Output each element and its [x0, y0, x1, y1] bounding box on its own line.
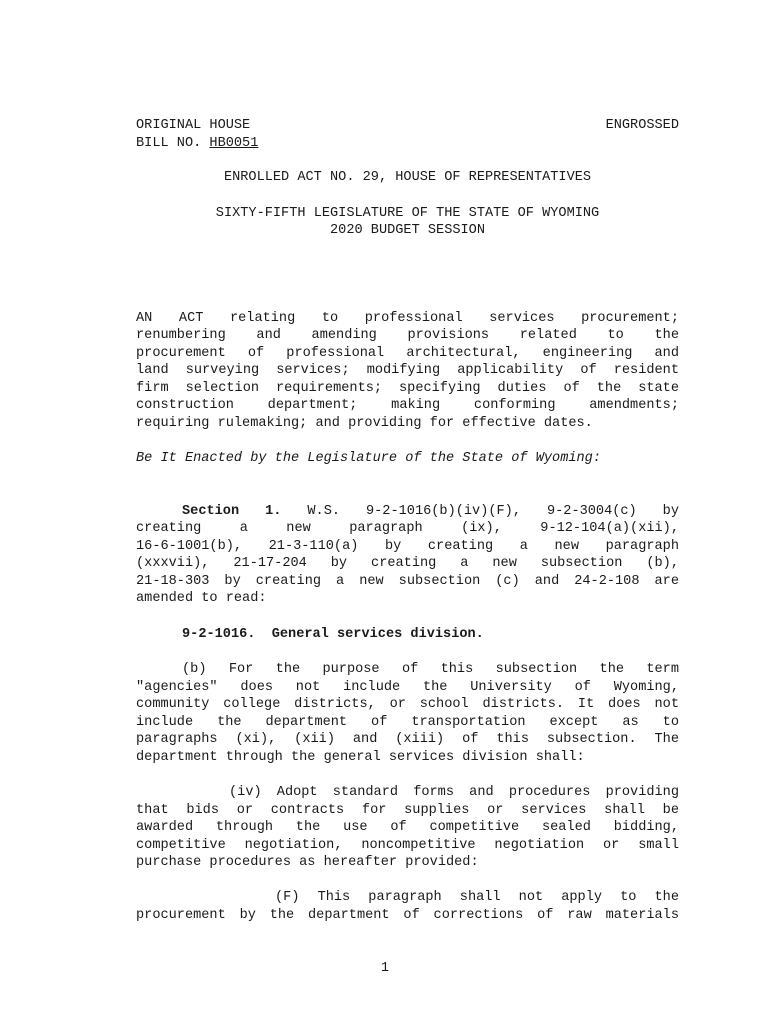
para-iv-line: competitive negotiation, noncompetitive negotiation or small — [136, 838, 679, 853]
act-title-line: construction department; making conforming amendments; — [136, 398, 679, 413]
para-f-line: procurement by the department of corrections of raw materials — [136, 908, 679, 923]
section1-line: 21-18-303 by creating a new subsection (c) and 24-2-108 are — [136, 574, 679, 589]
section1-label: Section 1. — [182, 504, 282, 519]
act-title-line: requiring rulemaking; and providing for effective dates. — [136, 416, 593, 431]
para-iv-line: that bids or contracts for supplies or services shall be — [136, 803, 679, 818]
page-number: 1 — [380, 961, 390, 976]
para-b-line: paragraphs (xi), (xii) and (xiii) of this subsection. The — [136, 732, 679, 747]
legislature-heading: SIXTY-FIFTH LEGISLATURE OF THE STATE OF WYOMING — [215, 206, 600, 221]
section1-line: (xxxvii), 21-17-204 by creating a new subsection (b), — [136, 556, 679, 571]
bill-prefix: BILL NO. — [136, 136, 210, 151]
section1-line: creating a new paragraph (ix), 9-12-104(a)(xii), — [136, 521, 679, 536]
bill-number-line — [136, 135, 679, 152]
section-heading-9-2-1016: 9-2-1016. General services division. — [182, 627, 484, 642]
para-f-line: (F) This paragraph shall not apply to the — [275, 890, 679, 905]
section1-line: amended to read: — [136, 591, 267, 606]
act-title-line: renumbering and amending provisions related to the — [136, 328, 679, 343]
para-b-line: (b) For the purpose of this subsection the term — [182, 662, 679, 677]
para-b-line: include the department of transportation except as to — [136, 715, 679, 730]
para-b-line: department through the general services division shall: — [136, 750, 585, 765]
para-iv-line: awarded through the use of competitive sealed bidding, — [136, 820, 679, 835]
section1-line: 16-6-1001(b), 21-3-110(a) by creating a new paragraph — [136, 539, 679, 554]
act-title-line: firm selection requirements; specifying duties of the state — [136, 381, 679, 396]
session-heading: 2020 BUDGET SESSION — [330, 223, 485, 238]
para-b-line: "agencies" does not include the University of Wyoming, — [136, 680, 679, 695]
para-iv-line: purchase procedures as hereafter provided: — [136, 855, 479, 870]
section1-first-line — [182, 503, 679, 520]
enrolled-act-heading: ENROLLED ACT NO. 29, HOUSE OF REPRESENTATIVES — [223, 170, 592, 185]
act-title-line: AN ACT relating to professional services procurement; — [136, 311, 679, 326]
section1-first-line-text: W.S. 9-2-1016(b)(iv)(F), 9-2-3004(c) by — [307, 504, 679, 519]
enacting-clause: Be It Enacted by the Legislature of the State of Wyoming: — [136, 451, 601, 466]
original-house-label: ORIGINAL HOUSE — [136, 118, 251, 133]
act-title-line: procurement of professional architectural, engineering and — [136, 346, 679, 361]
act-title-line: land surveying services; modifying applicability of resident — [136, 363, 679, 378]
para-b-line: community college districts, or school districts. It does not — [136, 697, 679, 712]
bill-number-link[interactable]: HB0051 — [209, 136, 259, 151]
engrossed-label: ENGROSSED — [605, 118, 679, 133]
para-iv-line: (iv) Adopt standard forms and procedures providing — [229, 785, 679, 800]
